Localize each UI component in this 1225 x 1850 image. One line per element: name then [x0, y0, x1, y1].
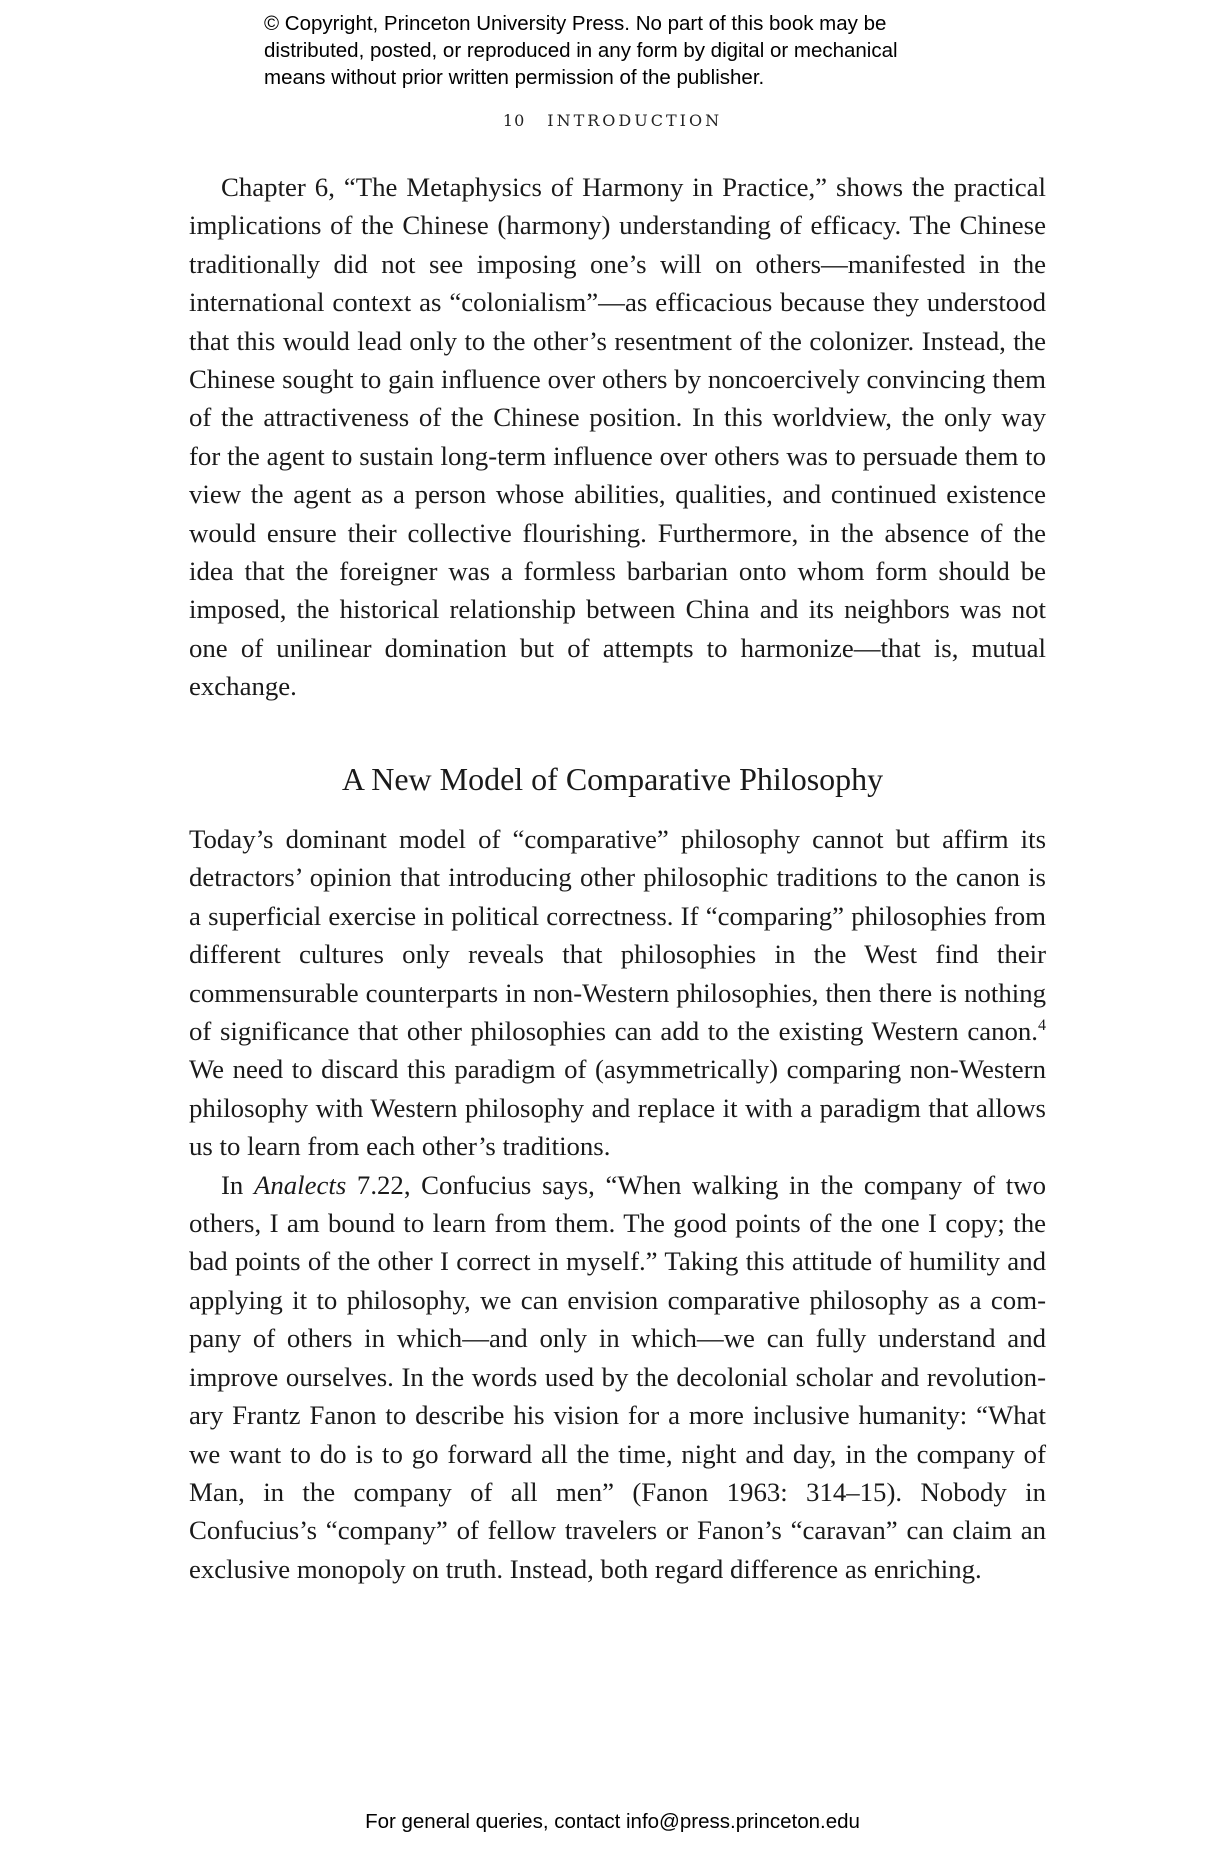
copyright-notice	[264, 10, 964, 91]
paragraph-analects-intro: In	[221, 1169, 254, 1200]
footer-contact: For general queries, contact info@press.princeton.edu	[365, 1810, 860, 1833]
chapter-summary-section	[189, 168, 1046, 706]
paragraph-dominant-model	[189, 820, 1046, 1166]
copyright-line-2: distributed, posted, or reproduced in any form by digital or mechanical	[264, 39, 898, 62]
paragraph-dominant-model-part-1: Today’s dominant model of “comparative” philosophy cannot but affirm its detractors’ opinion that introducing other philosophic traditions to the canon is a superficial exercise in political correctness. If “comparing” philosophies from different cultures only reveals that philosophies in the West find their commensurable counterparts in non-Western philosophies, then there is nothing of significance that other philosophies can add to the existing Western canon.	[189, 824, 1046, 1047]
page-number: 10	[502, 111, 526, 130]
copyright-line-3: means without prior written permission of the publisher.	[264, 66, 765, 89]
comparative-philosophy-section	[189, 820, 1046, 1588]
footnote-reference[interactable]: 4	[1038, 1017, 1046, 1035]
paragraph-analects	[189, 1166, 1046, 1588]
copyright-line-1: © Copyright, Princeton University Press. No part of this book may be	[264, 12, 887, 35]
paragraph-chapter-6: Chapter 6, “The Metaphysics of Harmony in Practice,” shows the practical implications of the Chinese (harmony) understanding of efficacy. The Chinese traditionally did not see imposing one’s will on others—manifested in the international context as “colonialism”—as efficacious because they understood that this would lead only to the other’s resentment of the colonizer. Instead, the Chinese sought to gain influence over others by noncoercively convincing them of the attractiveness of the Chinese position. In this worldview, the only way for the agent to sustain long-term influence over others was to persuade them to view the agent as a person whose abilities, qualities, and continued existence would ensure their collective flourishing. Furthermore, in the absence of the idea that the foreigner was a formless barbarian onto whom form should be imposed, the historical relationship between China and its neighbors was not one of unilinear domination but of attempts to harmonize—that is, mutual exchange.	[189, 172, 1046, 702]
paragraph-dominant-model-part-2: We need to discard this paradigm of (asymmetrically) comparing non-Western philosophy with Western philosophy and replace it with a paradigm that allows us to learn from each other’s traditions.	[189, 1054, 1046, 1162]
paragraph-analects-body: 7.22, Confucius says, “When walking in the company of two others, I am bound to learn from them. The good points of the one I copy; the bad points of the other I correct in myself.” Taking this attitude of humility and applying it to philosophy, we can envision comparative philosophy as a company of others in which—and only in which—we can fully understand and improve ourselves. In the words used by the decolonial scholar and revolutionary Frantz Fanon to describe his vision for a more inclusive humanity: “What we want to do is to go forward all the time, night and day, in the company of Man, in the company of all men” (Fanon 1963: 314–15). Nobody in Confucius’s “company” of fellow travelers or Fanon’s “caravan” can claim an exclusive monopoly on truth. Instead, both regard difference as enriching.	[189, 1169, 1046, 1584]
running-head	[0, 111, 1225, 130]
section-heading: A New Model of Comparative Philosophy	[341, 761, 884, 797]
running-head-title: INTRODUCTION	[547, 111, 723, 130]
analects-title: Analects	[253, 1169, 347, 1200]
